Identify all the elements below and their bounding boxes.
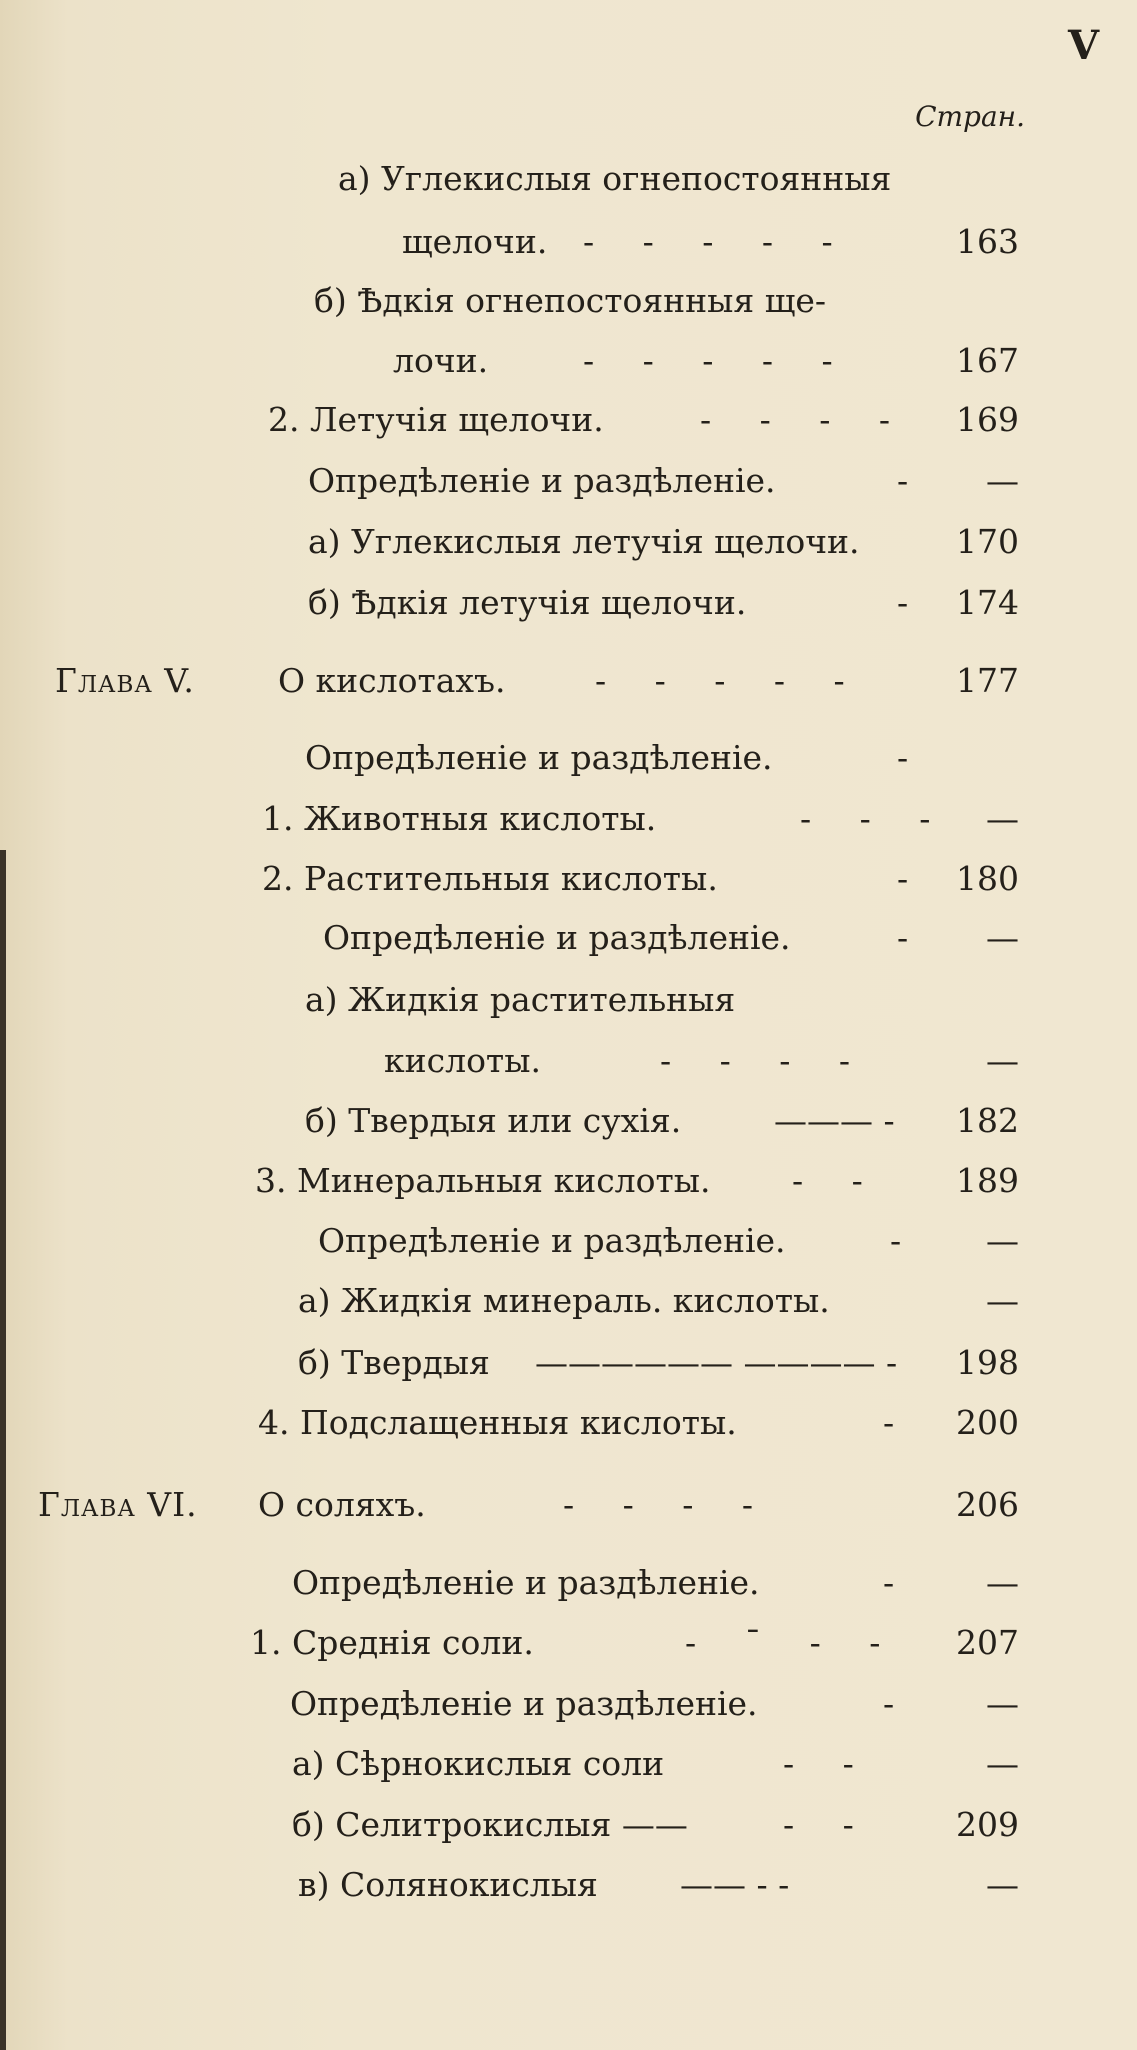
toc-entry [0, 793, 1137, 845]
dot-leader: - - - - - [595, 661, 845, 700]
entry-label: 4. Подслащенныя кислоты. [258, 1403, 737, 1442]
dot-leader: - [883, 1684, 895, 1723]
toc-entry [0, 1859, 1137, 1911]
page-number: — [986, 799, 1019, 838]
page-number: 206 [956, 1485, 1019, 1524]
entry-label: Опредѣленіе и раздѣленіе. [290, 1684, 758, 1723]
page-number: 209 [956, 1805, 1019, 1844]
toc-entry [0, 1155, 1137, 1207]
toc-entry [0, 1215, 1137, 1267]
entry-label: Опредѣленіе и раздѣленіе. [318, 1221, 786, 1260]
entry-label: Опредѣленіе и раздѣленіе. [323, 918, 791, 957]
page-number: — [986, 1281, 1019, 1320]
page-number: — [986, 1041, 1019, 1080]
dash-leader: —————— ———— - [535, 1343, 898, 1382]
toc-entry [0, 335, 1137, 387]
dot-leader: - - - - [660, 1041, 851, 1080]
dot-leader: - - [783, 1805, 854, 1844]
page-number: — [986, 1563, 1019, 1602]
entry-label: б) Ѣдкія летучія щелочи. [308, 583, 747, 622]
toc-entry [0, 1799, 1137, 1851]
entry-label: О кислотахъ. [278, 661, 506, 700]
dot-leader: - ˉ - - [685, 1623, 881, 1662]
toc-chapter-entry [0, 655, 1137, 707]
dot-leader: - - [783, 1744, 854, 1783]
toc-entry [0, 577, 1137, 629]
page-number: 174 [956, 583, 1019, 622]
entry-label: Опредѣленіе и раздѣленіе. [305, 738, 773, 777]
entry-label: б) Селитрокислыя —— [292, 1805, 688, 1844]
toc-entry [0, 1095, 1137, 1147]
entry-label: 3. Минеральныя кислоты. [255, 1161, 711, 1200]
entry-label: кислоты. [384, 1041, 541, 1080]
toc-entry [0, 394, 1137, 446]
entry-label: б) Твердыя или сухія. [305, 1101, 682, 1140]
entry-label: Опредѣленіе и раздѣленіе. [308, 461, 776, 500]
entry-label: а) Сѣрнокислыя соли [292, 1744, 665, 1783]
toc-entry [0, 1397, 1137, 1449]
toc-entry [0, 1275, 1137, 1327]
dot-leader: - - - - [563, 1485, 754, 1524]
entry-label: 1. Животныя кислоты. [262, 799, 657, 838]
entry-label: а) Жидкія растительныя [305, 980, 736, 1019]
page-number: 167 [956, 341, 1019, 380]
dot-leader: - [897, 738, 909, 777]
chapter-label: Глава V. [55, 661, 195, 700]
page-number: 180 [956, 859, 1019, 898]
toc-entry [0, 455, 1137, 507]
dash-leader: —— - - [680, 1865, 790, 1904]
page-number: — [986, 1684, 1019, 1723]
entry-label: 2. Растительныя кислоты. [262, 859, 718, 898]
entry-label: 1. Среднія соли. [250, 1623, 534, 1662]
dot-leader: - - - [800, 799, 931, 838]
page-number: 207 [956, 1623, 1019, 1662]
toc-entry [0, 853, 1137, 905]
page-number: 189 [956, 1161, 1019, 1200]
entry-label: щелочи. [402, 222, 548, 261]
page-number: 182 [956, 1101, 1019, 1140]
page-number: — [986, 1744, 1019, 1783]
page-number: 170 [956, 522, 1019, 561]
dot-leader: - - - - - [583, 341, 833, 380]
dot-leader: - [890, 1221, 902, 1260]
toc-entry [0, 1738, 1137, 1790]
entry-label: в) Солянокислыя [298, 1865, 598, 1904]
toc-entry [0, 1557, 1137, 1609]
page-folio: V [1067, 22, 1099, 69]
toc-entry [0, 275, 1137, 327]
entry-label: О соляхъ. [258, 1485, 426, 1524]
entry-label: лочи. [393, 341, 489, 380]
entry-label: Опредѣленіе и раздѣленіе. [292, 1563, 760, 1602]
dash-leader: ——— - [774, 1101, 895, 1140]
dot-leader: - [883, 1563, 895, 1602]
page-number: 200 [956, 1403, 1019, 1442]
dot-leader: - [883, 1403, 895, 1442]
entry-label: а) Углекислыя летучія щелочи. [308, 522, 860, 561]
entry-label: б) Ѣдкія огнепостоянныя ще- [314, 281, 827, 320]
page-number: — [986, 1865, 1019, 1904]
toc-entry [0, 1035, 1137, 1087]
page-number: 163 [956, 222, 1019, 261]
page-column-label: Стран. [915, 100, 1025, 133]
dot-leader: - - [792, 1161, 863, 1200]
toc-entry [0, 153, 1137, 205]
chapter-label: Глава VI. [38, 1485, 198, 1524]
toc-entry [0, 974, 1137, 1026]
dot-leader: - - - - [700, 400, 891, 439]
entry-label: б) Твердыя [298, 1343, 490, 1382]
toc-chapter-entry [0, 1479, 1137, 1531]
page-number: — [986, 1221, 1019, 1260]
dot-leader: - [897, 583, 909, 622]
toc-entry [0, 732, 1137, 784]
page-number: — [986, 461, 1019, 500]
toc-entry [0, 516, 1137, 568]
dot-leader: - [897, 918, 909, 957]
page-number: 169 [956, 400, 1019, 439]
toc-entry [0, 216, 1137, 268]
toc-entry [0, 1337, 1137, 1389]
dot-leader: - [897, 461, 909, 500]
toc-entry [0, 1678, 1137, 1730]
entry-label: а) Углекислыя огнепостоянныя [338, 159, 892, 198]
dot-leader: - [897, 859, 909, 898]
page-number: 177 [956, 661, 1019, 700]
page-number: — [986, 918, 1019, 957]
entry-label: 2. Летучія щелочи. [268, 400, 604, 439]
page-number: 198 [956, 1343, 1019, 1382]
toc-entry [0, 912, 1137, 964]
toc-entry [0, 1617, 1137, 1669]
dot-leader: - - - - - [583, 222, 833, 261]
entry-label: а) Жидкія минераль. кислоты. [298, 1281, 830, 1320]
